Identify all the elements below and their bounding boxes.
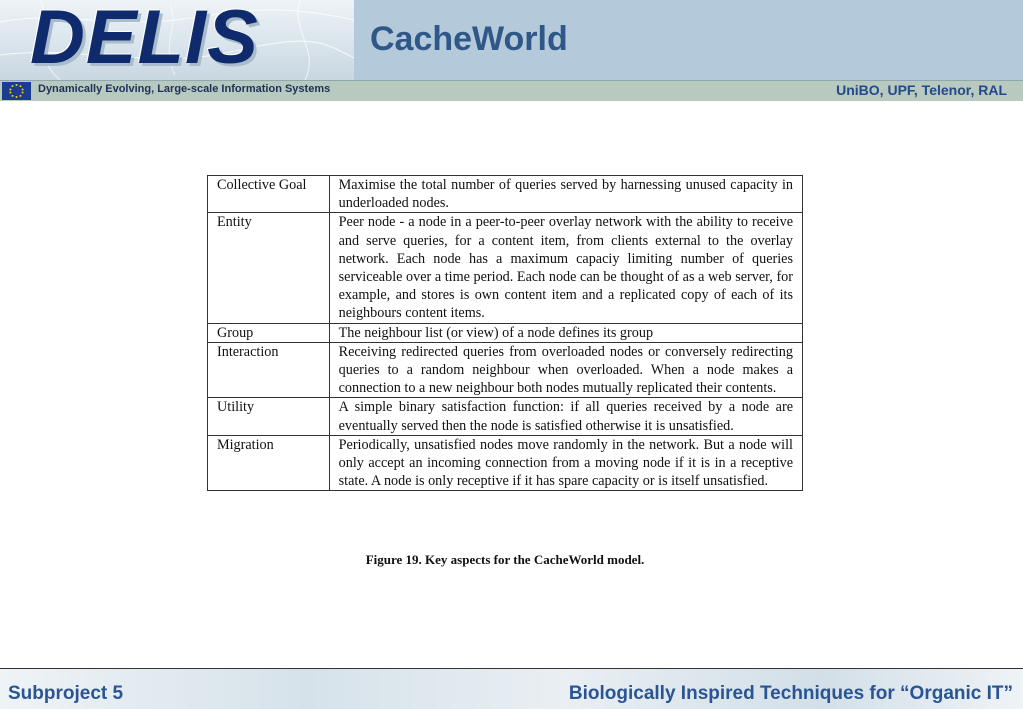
- table-row: [208, 176, 803, 213]
- footer-topic: Biologically Inspired Techniques for “Organic IT”: [568, 683, 1013, 704]
- title-bar: [354, 0, 1023, 80]
- slide-header: [0, 0, 1023, 100]
- table-row: [208, 213, 803, 323]
- eu-flag-icon: [2, 82, 31, 100]
- aspect-value: Receiving redirected queries from overloaded nodes or conversely redirecting queries to a random neighbour when overloaded. When a node makes a connection to a new neighbour both nodes mutually replicated their contents.: [329, 342, 802, 398]
- logo-area: [0, 0, 354, 80]
- aspect-key: Group: [208, 323, 330, 342]
- table-row: [208, 323, 803, 342]
- aspect-key: Collective Goal: [208, 176, 330, 213]
- subtitle-band: [0, 80, 1023, 101]
- partners: UniBO, UPF, Telenor, RAL: [836, 82, 1007, 98]
- table-row: [208, 398, 803, 435]
- aspect-key: Utility: [208, 398, 330, 435]
- table-row: [208, 342, 803, 398]
- aspect-key: Interaction: [208, 342, 330, 398]
- key-aspects-table-container: [207, 175, 803, 491]
- aspect-key: Entity: [208, 213, 330, 323]
- aspect-value: A simple binary satisfaction function: if all queries received by a node are eventually served then the node is satisfied otherwise it is unsatisfied.: [329, 398, 802, 435]
- table-row: [208, 435, 803, 491]
- aspect-value: Peer node - a node in a peer-to-peer overlay network with the ability to receive and serve queries, for a content item, from clients external to the overlay network. Each node has a maximum capaciy limiting number of queries serviceable over a time period. Each node can be thought of as a web server, for example, and stores is own content item and a replicated copy of each of its neighbours content items.: [329, 213, 802, 323]
- project-name: Dynamically Evolving, Large-scale Information Systems: [38, 83, 331, 95]
- aspect-key: Migration: [208, 435, 330, 491]
- subproject-label: Subproject 5: [8, 683, 124, 704]
- figure-caption: Figure 19. Key aspects for the CacheWorld model.: [365, 552, 645, 567]
- slide-footer: [0, 668, 1023, 709]
- key-aspects-table: [207, 175, 803, 491]
- delis-logo: DELIS: [30, 0, 259, 80]
- aspect-value: The neighbour list (or view) of a node defines its group: [329, 323, 802, 342]
- slide-title: CacheWorld: [370, 20, 568, 58]
- aspect-value: Periodically, unsatisfied nodes move randomly in the network. But a node will only accept an incoming connection from a moving node if it is in a receptive state. A node is only receptive if it has spare capacity or is itself unsatisfied.: [329, 435, 802, 491]
- aspect-value: Maximise the total number of queries served by harnessing unused capacity in underloaded nodes.: [329, 176, 802, 213]
